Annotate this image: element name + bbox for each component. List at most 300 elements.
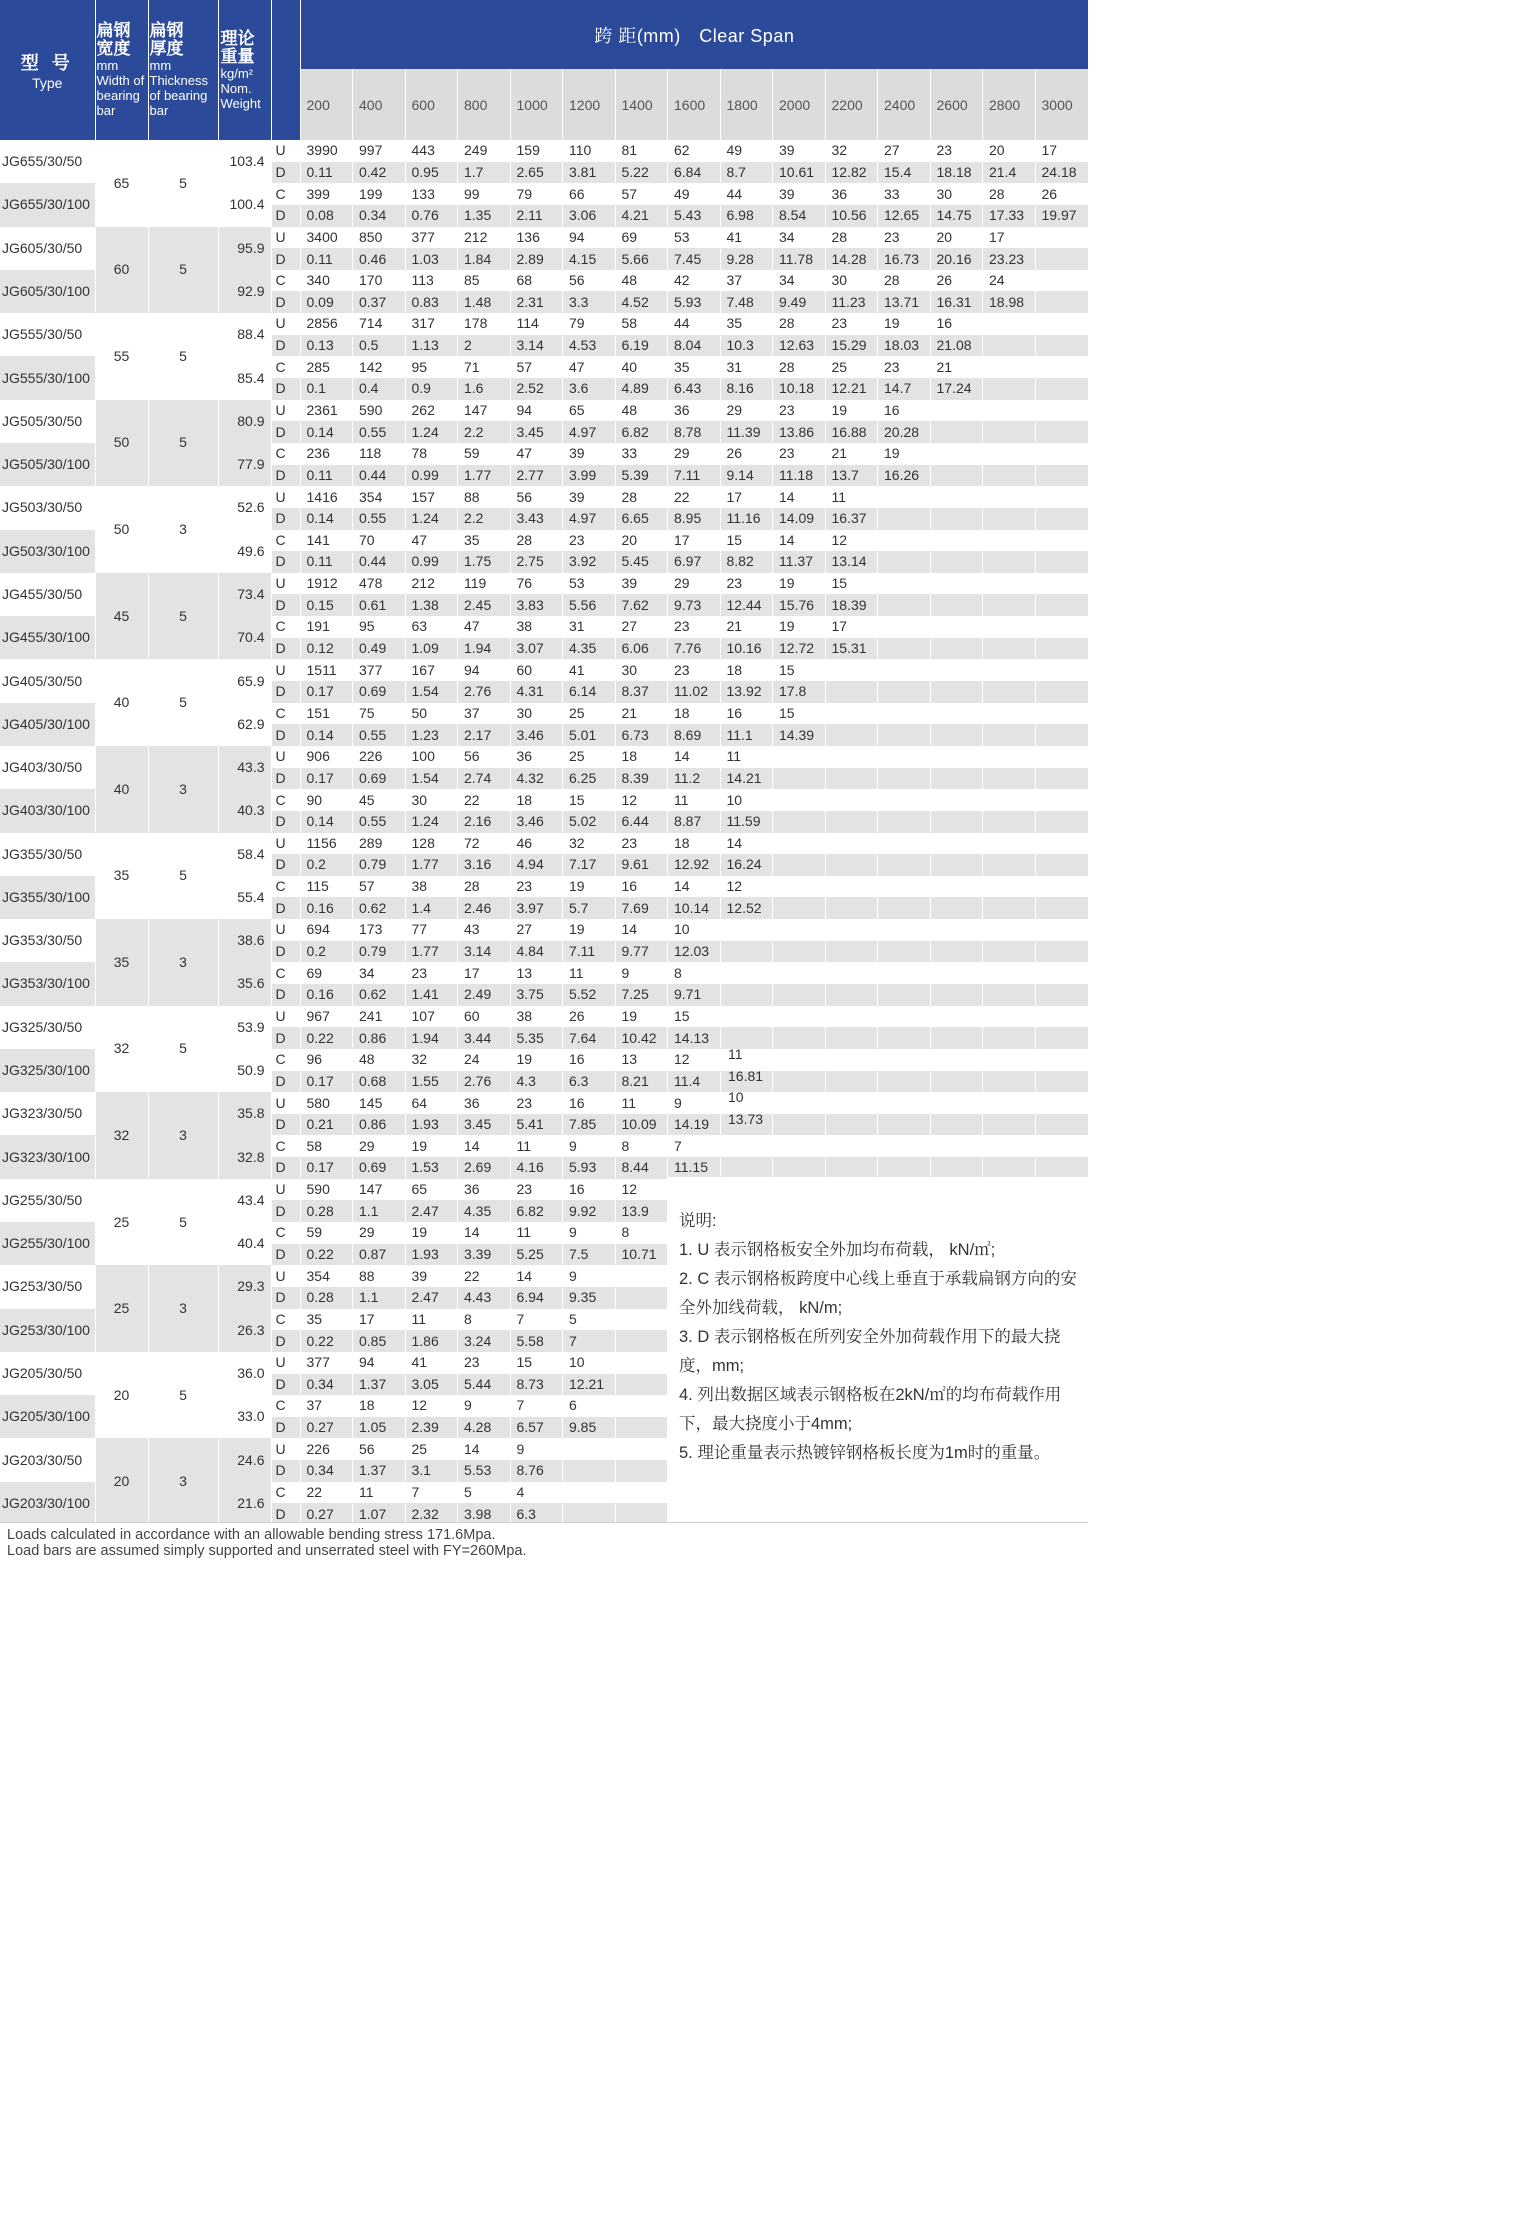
value-cell bbox=[773, 962, 826, 984]
value-cell: 11.15 bbox=[668, 1157, 721, 1179]
value-cell bbox=[983, 724, 1036, 746]
value-cell bbox=[1035, 421, 1089, 443]
load-kind-cell: D bbox=[271, 508, 300, 530]
load-kind-cell: D bbox=[271, 1287, 300, 1309]
value-cell: 2.77 bbox=[510, 465, 563, 487]
bar-width-cell: 25 bbox=[95, 1265, 148, 1352]
value-cell: 88 bbox=[458, 486, 511, 508]
value-cell: 2.52 bbox=[510, 378, 563, 400]
value-cell: 11.16 bbox=[720, 508, 773, 530]
value-cell bbox=[930, 1092, 983, 1114]
value-cell bbox=[878, 876, 931, 898]
value-cell: 24 bbox=[983, 270, 1036, 292]
type-cell: JG203/30/100 bbox=[0, 1482, 95, 1525]
type-cell: JG605/30/50 bbox=[0, 227, 95, 270]
weight-cell: 55.4 bbox=[218, 876, 271, 919]
value-cell bbox=[878, 508, 931, 530]
value-cell bbox=[930, 919, 983, 941]
value-cell bbox=[878, 941, 931, 963]
value-cell: 23 bbox=[615, 833, 668, 855]
span-header-cell: 1000 bbox=[510, 69, 563, 140]
bar-thickness-cell: 5 bbox=[148, 313, 218, 400]
value-cell bbox=[983, 443, 1036, 465]
value-cell: 28 bbox=[983, 183, 1036, 205]
value-cell: 19 bbox=[563, 919, 616, 941]
value-cell: 2361 bbox=[300, 400, 353, 422]
value-cell: 10.3 bbox=[720, 335, 773, 357]
type-cell: JG323/30/100 bbox=[0, 1135, 95, 1178]
value-cell bbox=[1035, 335, 1089, 357]
value-cell: 1.35 bbox=[458, 205, 511, 227]
bar-thickness-cell: 5 bbox=[148, 1179, 218, 1266]
span-header-cell: 2200 bbox=[825, 69, 878, 140]
value-cell: 2.49 bbox=[458, 984, 511, 1006]
value-cell: 0.27 bbox=[300, 1503, 353, 1525]
value-cell: 2.47 bbox=[405, 1287, 458, 1309]
value-cell: 70 bbox=[353, 530, 406, 552]
bar-thickness-cell: 5 bbox=[148, 140, 218, 227]
value-cell bbox=[773, 789, 826, 811]
value-cell: 5.93 bbox=[668, 291, 721, 313]
value-cell: 1.24 bbox=[405, 421, 458, 443]
table-row bbox=[0, 746, 1089, 768]
value-cell: 23 bbox=[510, 1092, 563, 1114]
value-cell: 3.24 bbox=[458, 1330, 511, 1352]
value-cell: 5.25 bbox=[510, 1244, 563, 1266]
value-cell: 15.29 bbox=[825, 335, 878, 357]
value-cell bbox=[983, 1114, 1036, 1136]
value-cell: 249 bbox=[458, 140, 511, 162]
value-cell bbox=[1035, 919, 1089, 941]
value-cell: 2.32 bbox=[405, 1503, 458, 1525]
value-cell: 11.39 bbox=[720, 421, 773, 443]
value-cell: 1.75 bbox=[458, 551, 511, 573]
value-cell: 0.83 bbox=[405, 291, 458, 313]
footer-note bbox=[0, 1522, 1088, 1567]
value-cell: 5.52 bbox=[563, 984, 616, 1006]
value-cell: 226 bbox=[353, 746, 406, 768]
value-cell bbox=[878, 1135, 931, 1157]
value-cell: 1912 bbox=[300, 573, 353, 595]
value-cell: 6.82 bbox=[510, 1200, 563, 1222]
value-cell: 13.86 bbox=[773, 421, 826, 443]
value-cell: 22 bbox=[458, 789, 511, 811]
value-cell: 5.35 bbox=[510, 1027, 563, 1049]
value-cell: 14 bbox=[458, 1135, 511, 1157]
value-cell: 0.22 bbox=[300, 1244, 353, 1266]
value-cell: 1.05 bbox=[353, 1417, 406, 1439]
value-cell bbox=[1035, 1092, 1089, 1114]
value-cell bbox=[930, 659, 983, 681]
value-cell: 20 bbox=[983, 140, 1036, 162]
value-cell: 7.69 bbox=[615, 897, 668, 919]
value-cell: 11.37 bbox=[773, 551, 826, 573]
value-cell: 2.17 bbox=[458, 724, 511, 746]
bar-thickness-cell: 3 bbox=[148, 1265, 218, 1352]
value-cell: 0.69 bbox=[353, 681, 406, 703]
value-cell bbox=[878, 638, 931, 660]
value-cell: 28 bbox=[825, 227, 878, 249]
value-cell: 0.22 bbox=[300, 1330, 353, 1352]
value-cell bbox=[615, 1309, 668, 1331]
value-cell bbox=[878, 681, 931, 703]
value-cell: 7.45 bbox=[668, 248, 721, 270]
value-cell: 9.28 bbox=[720, 248, 773, 270]
value-cell bbox=[825, 746, 878, 768]
value-cell bbox=[930, 1006, 983, 1028]
value-cell bbox=[1035, 400, 1089, 422]
value-cell: 19 bbox=[878, 313, 931, 335]
value-cell bbox=[930, 897, 983, 919]
load-kind-cell: D bbox=[271, 421, 300, 443]
value-cell: 57 bbox=[615, 183, 668, 205]
table-row bbox=[0, 1092, 1089, 1114]
value-cell: 9.73 bbox=[668, 594, 721, 616]
weight-cell: 35.8 bbox=[218, 1092, 271, 1135]
value-cell: 19 bbox=[405, 1135, 458, 1157]
value-cell: 590 bbox=[353, 400, 406, 422]
value-cell: 1.93 bbox=[405, 1244, 458, 1266]
value-cell: 289 bbox=[353, 833, 406, 855]
weight-cell: 77.9 bbox=[218, 443, 271, 486]
weight-cell: 95.9 bbox=[218, 227, 271, 270]
value-cell: 4.28 bbox=[458, 1417, 511, 1439]
value-cell bbox=[878, 919, 931, 941]
value-cell: 38 bbox=[405, 876, 458, 898]
value-cell: 81 bbox=[615, 140, 668, 162]
value-cell: 12.44 bbox=[720, 594, 773, 616]
type-cell: JG655/30/100 bbox=[0, 183, 95, 226]
value-cell bbox=[773, 1135, 826, 1157]
value-cell: 16.37 bbox=[825, 508, 878, 530]
value-cell: 19 bbox=[510, 1049, 563, 1071]
value-cell: 1511 bbox=[300, 659, 353, 681]
footer-line: Loads calculated in accordance with an allowable bending stress 171.6Mpa. bbox=[7, 1527, 496, 1543]
value-cell: 18 bbox=[353, 1395, 406, 1417]
value-cell: 63 bbox=[405, 616, 458, 638]
value-cell: 147 bbox=[353, 1179, 406, 1201]
value-cell: 33 bbox=[878, 183, 931, 205]
value-cell bbox=[1035, 811, 1089, 833]
value-cell: 2.16 bbox=[458, 811, 511, 833]
value-cell bbox=[1035, 378, 1089, 400]
type-cell: JG253/30/100 bbox=[0, 1309, 95, 1352]
weight-cell: 65.9 bbox=[218, 659, 271, 702]
value-cell: 0.17 bbox=[300, 768, 353, 790]
value-cell: 23.23 bbox=[983, 248, 1036, 270]
value-cell: 19 bbox=[773, 573, 826, 595]
load-kind-cell: C bbox=[271, 789, 300, 811]
value-cell: 7.76 bbox=[668, 638, 721, 660]
value-cell: 11.1 bbox=[720, 724, 773, 746]
value-cell bbox=[825, 1157, 878, 1179]
value-cell bbox=[1035, 248, 1089, 270]
value-cell: 15.4 bbox=[878, 162, 931, 184]
value-cell: 47 bbox=[510, 443, 563, 465]
value-cell: 53 bbox=[668, 227, 721, 249]
weight-cell: 38.6 bbox=[218, 919, 271, 962]
value-cell bbox=[1035, 703, 1089, 725]
value-cell: 0.22 bbox=[300, 1027, 353, 1049]
value-cell: 906 bbox=[300, 746, 353, 768]
weight-cell: 43.3 bbox=[218, 746, 271, 789]
bar-thickness-cell: 5 bbox=[148, 400, 218, 487]
value-cell: 28 bbox=[773, 313, 826, 335]
value-cell bbox=[983, 962, 1036, 984]
value-cell: 16.31 bbox=[930, 291, 983, 313]
value-cell: 90 bbox=[300, 789, 353, 811]
value-cell: 32 bbox=[563, 833, 616, 855]
value-cell: 2.65 bbox=[510, 162, 563, 184]
value-cell: 11 bbox=[563, 962, 616, 984]
value-cell bbox=[773, 833, 826, 855]
value-cell: 241 bbox=[353, 1006, 406, 1028]
value-cell: 850 bbox=[353, 227, 406, 249]
value-cell: 19.97 bbox=[1035, 205, 1089, 227]
value-cell: 8.87 bbox=[668, 811, 721, 833]
value-cell: 3400 bbox=[300, 227, 353, 249]
value-cell bbox=[615, 1330, 668, 1352]
value-cell bbox=[1035, 1114, 1089, 1136]
value-cell: 29 bbox=[668, 443, 721, 465]
span-header-cell: 2800 bbox=[983, 69, 1036, 140]
load-kind-cell: U bbox=[271, 1006, 300, 1028]
value-cell: 69 bbox=[615, 227, 668, 249]
value-cell: 967 bbox=[300, 1006, 353, 1028]
value-cell: 17 bbox=[1035, 140, 1089, 162]
value-cell: 6.94 bbox=[510, 1287, 563, 1309]
value-cell bbox=[983, 616, 1036, 638]
value-cell: 8.82 bbox=[720, 551, 773, 573]
value-cell: 8.69 bbox=[668, 724, 721, 746]
value-cell bbox=[930, 551, 983, 573]
value-cell bbox=[773, 1114, 826, 1136]
value-cell: 1.1 bbox=[353, 1200, 406, 1222]
weight-cell: 29.3 bbox=[218, 1265, 271, 1308]
table-row bbox=[0, 140, 1089, 162]
value-cell: 58 bbox=[615, 313, 668, 335]
value-cell: 13.9 bbox=[615, 1200, 668, 1222]
value-cell: 41 bbox=[405, 1352, 458, 1374]
value-cell: 6.3 bbox=[510, 1503, 563, 1525]
value-cell: 30 bbox=[405, 789, 458, 811]
value-cell: 15.31 bbox=[825, 638, 878, 660]
value-cell bbox=[930, 811, 983, 833]
value-cell: 0.14 bbox=[300, 421, 353, 443]
value-cell: 16 bbox=[563, 1092, 616, 1114]
value-cell: 9 bbox=[668, 1092, 721, 1114]
value-cell: 95 bbox=[353, 616, 406, 638]
value-cell: 7.62 bbox=[615, 594, 668, 616]
value-cell: 2.76 bbox=[458, 681, 511, 703]
value-cell: 27 bbox=[878, 140, 931, 162]
value-cell: 0.55 bbox=[353, 421, 406, 443]
value-cell: 21.4 bbox=[983, 162, 1036, 184]
value-cell bbox=[878, 703, 931, 725]
value-cell bbox=[773, 1049, 826, 1071]
value-cell: 2.76 bbox=[458, 1071, 511, 1093]
value-cell: 12.52 bbox=[720, 897, 773, 919]
value-cell: 39 bbox=[563, 443, 616, 465]
value-cell: 9.35 bbox=[563, 1287, 616, 1309]
value-cell: 28 bbox=[773, 356, 826, 378]
value-cell: 94 bbox=[510, 400, 563, 422]
value-cell: 354 bbox=[353, 486, 406, 508]
value-cell: 7.25 bbox=[615, 984, 668, 1006]
type-cell: JG655/30/50 bbox=[0, 140, 95, 183]
value-cell: 9 bbox=[563, 1265, 616, 1287]
value-cell bbox=[825, 897, 878, 919]
value-cell: 4.52 bbox=[615, 291, 668, 313]
value-cell: 100 bbox=[405, 746, 458, 768]
value-cell: 142 bbox=[353, 356, 406, 378]
weight-cell: 85.4 bbox=[218, 356, 271, 399]
value-cell bbox=[563, 1460, 616, 1482]
value-cell: 19 bbox=[878, 443, 931, 465]
value-cell: 7 bbox=[405, 1482, 458, 1504]
value-cell: 0.17 bbox=[300, 681, 353, 703]
value-cell: 1.1 bbox=[353, 1287, 406, 1309]
value-cell bbox=[930, 508, 983, 530]
value-cell: 21 bbox=[825, 443, 878, 465]
value-cell: 7.11 bbox=[668, 465, 721, 487]
value-cell bbox=[1035, 1027, 1089, 1049]
value-cell bbox=[825, 854, 878, 876]
value-cell: 11 bbox=[353, 1482, 406, 1504]
value-cell: 157 bbox=[405, 486, 458, 508]
value-cell: 15 bbox=[773, 659, 826, 681]
value-cell: 212 bbox=[405, 573, 458, 595]
value-cell: 9.77 bbox=[615, 941, 668, 963]
value-cell bbox=[878, 1071, 931, 1093]
value-cell: 79 bbox=[563, 313, 616, 335]
value-cell bbox=[825, 768, 878, 790]
value-cell: 77 bbox=[405, 919, 458, 941]
value-cell: 1.48 bbox=[458, 291, 511, 313]
value-cell: 11 bbox=[825, 486, 878, 508]
value-cell bbox=[930, 984, 983, 1006]
value-cell bbox=[1035, 551, 1089, 573]
type-cell: JG503/30/50 bbox=[0, 486, 95, 529]
value-cell: 45 bbox=[353, 789, 406, 811]
weight-cell: 40.3 bbox=[218, 789, 271, 832]
value-cell: 5.56 bbox=[563, 594, 616, 616]
value-cell: 0.44 bbox=[353, 551, 406, 573]
value-cell: 9 bbox=[563, 1222, 616, 1244]
value-cell: 39 bbox=[773, 140, 826, 162]
weight-cell: 50.9 bbox=[218, 1049, 271, 1092]
value-cell: 3.83 bbox=[510, 594, 563, 616]
value-cell: 12 bbox=[405, 1395, 458, 1417]
load-kind-cell: D bbox=[271, 768, 300, 790]
value-cell: 1156 bbox=[300, 833, 353, 855]
extra-value: 10 bbox=[728, 1089, 744, 1105]
value-cell: 4.97 bbox=[563, 508, 616, 530]
value-cell: 14 bbox=[668, 746, 721, 768]
value-cell: 9.14 bbox=[720, 465, 773, 487]
value-cell: 10.56 bbox=[825, 205, 878, 227]
extra-value: 13.73 bbox=[728, 1111, 764, 1127]
value-cell: 3.43 bbox=[510, 508, 563, 530]
value-cell bbox=[1035, 659, 1089, 681]
type-cell: JG253/30/50 bbox=[0, 1265, 95, 1308]
value-cell: 25 bbox=[563, 703, 616, 725]
value-cell: 62 bbox=[668, 140, 721, 162]
value-cell: 133 bbox=[405, 183, 458, 205]
value-cell: 16.73 bbox=[878, 248, 931, 270]
load-kind-cell: U bbox=[271, 1092, 300, 1114]
value-cell bbox=[930, 594, 983, 616]
value-cell: 39 bbox=[773, 183, 826, 205]
value-cell: 14 bbox=[720, 833, 773, 855]
value-cell: 56 bbox=[458, 746, 511, 768]
value-cell: 26 bbox=[1035, 183, 1089, 205]
value-cell bbox=[878, 551, 931, 573]
value-cell bbox=[983, 638, 1036, 660]
value-cell: 3.45 bbox=[458, 1114, 511, 1136]
bar-thickness-cell: 3 bbox=[148, 486, 218, 573]
value-cell: 19 bbox=[773, 616, 826, 638]
value-cell: 1.93 bbox=[405, 1114, 458, 1136]
note-item: 2. C 表示钢格板跨度中心线上垂直于承载扁钢方向的安全外加线荷载， kN/m; bbox=[679, 1270, 1077, 1317]
value-cell: 0.2 bbox=[300, 941, 353, 963]
extra-value: 16.81 bbox=[728, 1068, 764, 1084]
value-cell: 24 bbox=[458, 1049, 511, 1071]
bar-width-cell: 45 bbox=[95, 573, 148, 660]
value-cell: 2.89 bbox=[510, 248, 563, 270]
type-cell: JG353/30/100 bbox=[0, 962, 95, 1005]
table-row bbox=[0, 227, 1089, 249]
value-cell: 226 bbox=[300, 1438, 353, 1460]
value-cell: 1.24 bbox=[405, 508, 458, 530]
value-cell bbox=[1035, 768, 1089, 790]
type-cell: JG505/30/100 bbox=[0, 443, 95, 486]
value-cell bbox=[983, 941, 1036, 963]
load-kind-cell: D bbox=[271, 1071, 300, 1093]
value-cell bbox=[930, 703, 983, 725]
value-cell: 14 bbox=[458, 1438, 511, 1460]
value-cell: 32 bbox=[825, 140, 878, 162]
value-cell: 0.55 bbox=[353, 811, 406, 833]
value-cell bbox=[983, 833, 1036, 855]
value-cell: 1.13 bbox=[405, 335, 458, 357]
value-cell: 16 bbox=[720, 703, 773, 725]
value-cell: 5.93 bbox=[563, 1157, 616, 1179]
value-cell: 7.85 bbox=[563, 1114, 616, 1136]
value-cell: 8.44 bbox=[615, 1157, 668, 1179]
value-cell bbox=[825, 1114, 878, 1136]
value-cell bbox=[878, 811, 931, 833]
value-cell: 0.55 bbox=[353, 724, 406, 746]
value-cell: 8 bbox=[458, 1309, 511, 1331]
value-cell: 13.7 bbox=[825, 465, 878, 487]
value-cell: 0.44 bbox=[353, 465, 406, 487]
type-cell: JG325/30/100 bbox=[0, 1049, 95, 1092]
value-cell: 0.17 bbox=[300, 1157, 353, 1179]
value-cell bbox=[825, 941, 878, 963]
value-cell: 34 bbox=[773, 270, 826, 292]
table-row bbox=[0, 919, 1089, 941]
value-cell: 2.2 bbox=[458, 508, 511, 530]
value-cell bbox=[983, 746, 1036, 768]
value-cell bbox=[720, 1157, 773, 1179]
value-cell bbox=[983, 681, 1036, 703]
value-cell: 3.46 bbox=[510, 811, 563, 833]
value-cell: 8.7 bbox=[720, 162, 773, 184]
value-cell: 47 bbox=[563, 356, 616, 378]
value-cell: 57 bbox=[510, 356, 563, 378]
value-cell: 6.14 bbox=[563, 681, 616, 703]
